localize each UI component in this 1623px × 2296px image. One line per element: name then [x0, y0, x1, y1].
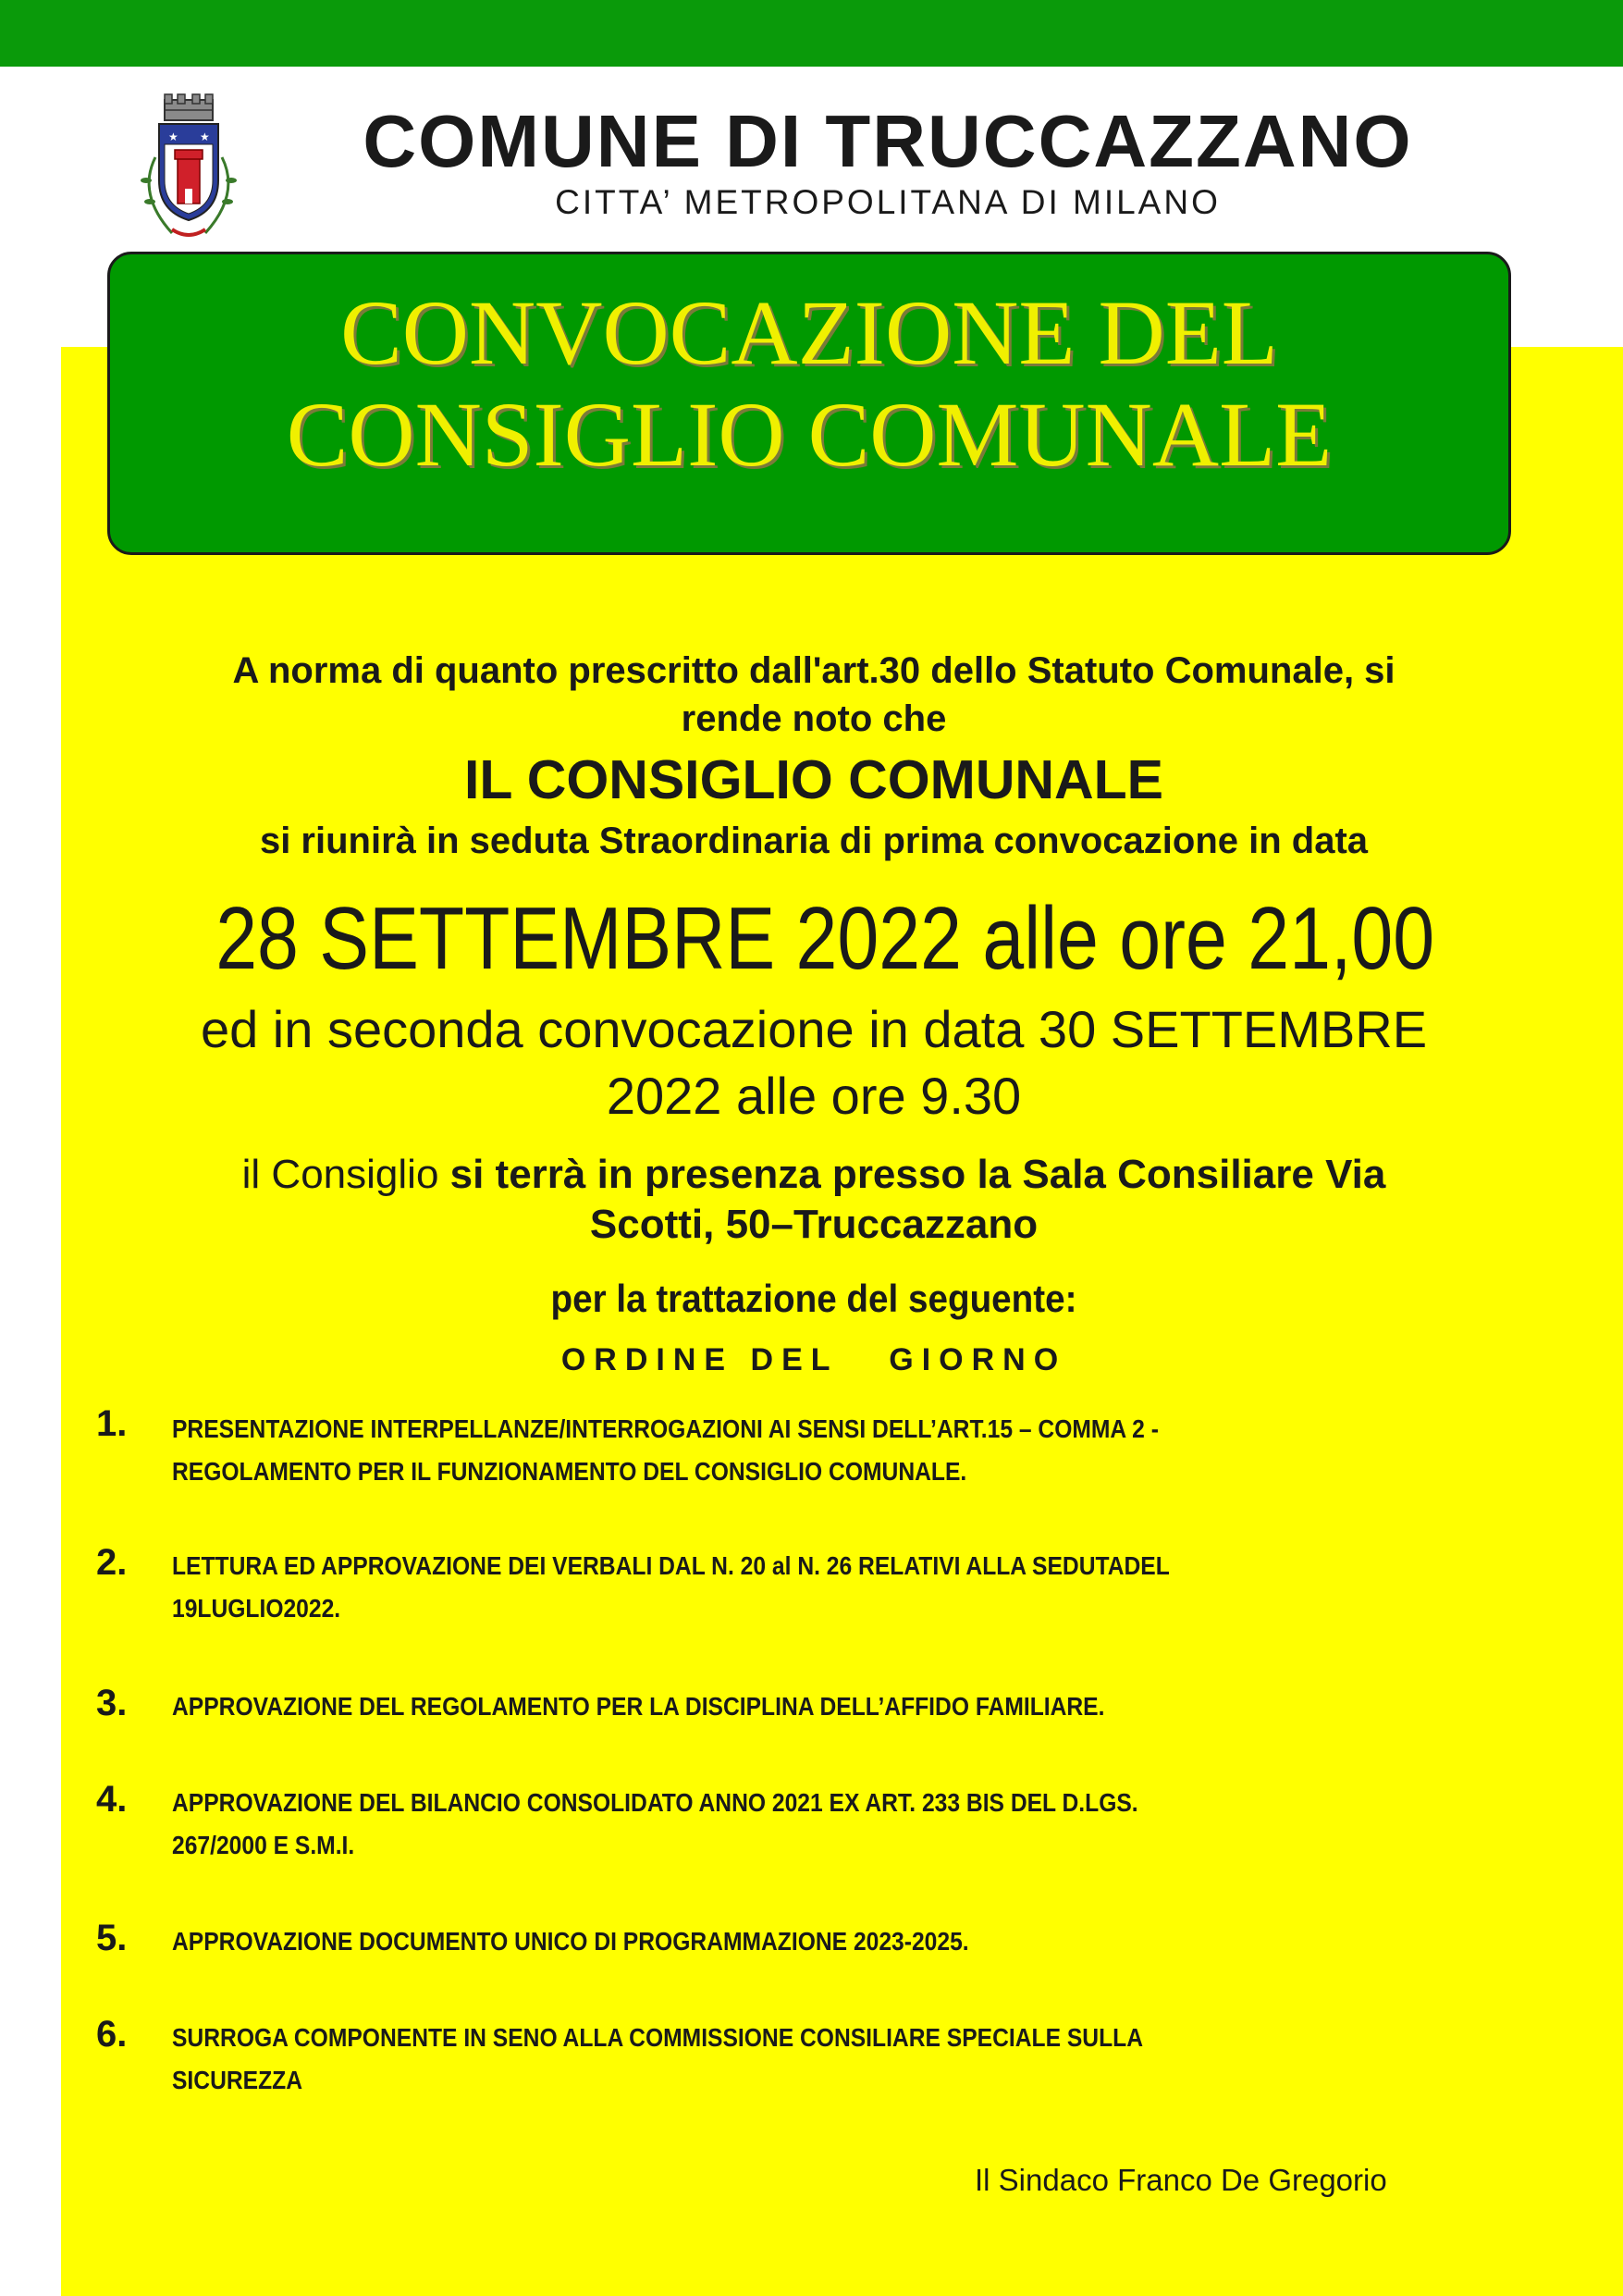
banner-line-2: CONSIGLIO COMUNALE	[286, 383, 1333, 486]
agenda-item-line: APPROVAZIONE DEL REGOLAMENTO PER LA DISCIPLINA DELL’AFFIDO FAMILIARE.	[172, 1692, 1105, 1721]
venue-line-2: Scotti, 50–Truccazzano	[589, 1202, 1039, 1247]
top-green-bar	[0, 0, 1623, 67]
venue-prefix: il Consiglio	[241, 1152, 450, 1197]
svg-text:★: ★	[200, 130, 210, 143]
agenda-item-number: 3.	[96, 1683, 128, 1723]
banner-line-1: CONVOCAZIONE DEL	[340, 281, 1278, 384]
agenda-item-text	[172, 1782, 1311, 1867]
agenda-item-line: 19LUGLIO2022.	[172, 1594, 341, 1623]
agenda-item-line: REGOLAMENTO PER IL FUNZIONAMENTO DEL CONSIGLIO COMUNALE.	[172, 1457, 967, 1486]
municipal-coat-of-arms-icon	[128, 93, 250, 241]
council-heading: IL CONSIGLIO COMUNALE	[463, 749, 1164, 810]
agenda-item-line: 267/2000 E S.M.I.	[172, 1831, 355, 1859]
intro-line-1: A norma di quanto prescritto dall'art.30 dello Statuto Comunale, si	[232, 650, 1396, 691]
agenda-item-line: SICUREZZA	[172, 2066, 303, 2094]
agenda-item-text	[172, 1685, 1311, 1728]
agenda-heading: ORDINE DEL GIORNO	[560, 1342, 1067, 1377]
treatment-line: per la trattazione del seguente:	[550, 1277, 1077, 1320]
convocation-banner	[107, 252, 1511, 555]
agenda-item-line: SURROGA COMPONENTE IN SENO ALLA COMMISSIONE CONSILIARE SPECIALE SULLA	[172, 2023, 1143, 2052]
venue-line-1	[102, 1151, 1526, 1199]
agenda-item-line: APPROVAZIONE DEL BILANCIO CONSOLIDATO ANNO 2021 EX ART. 233 BIS DEL D.LGS.	[172, 1788, 1138, 1817]
agenda-item-number: 5.	[96, 1918, 128, 1958]
agenda-item-text	[172, 2017, 1311, 2102]
agenda-item-text	[172, 1545, 1311, 1630]
agenda-item-number: 4.	[96, 1779, 128, 1820]
municipality-subtitle: CITTA’ METROPOLITANA DI MILANO	[555, 183, 1221, 221]
agenda-item-line: APPROVAZIONE DOCUMENTO UNICO DI PROGRAMMAZIONE 2023-2025.	[172, 1927, 969, 1956]
agenda-item-number: 1.	[96, 1403, 128, 1444]
agenda-item-text	[172, 1408, 1311, 1493]
municipality-title: COMUNE DI TRUCCAZZANO	[363, 100, 1413, 182]
agenda-item-line: LETTURA ED APPROVAZIONE DEI VERBALI DAL N. 20 al N. 26 RELATIVI ALLA SEDUTADEL	[172, 1551, 1170, 1580]
venue-bold-1: si terrà in presenza presso la Sala Consiliare Via	[449, 1152, 1386, 1197]
agenda-item-number: 6.	[96, 2014, 128, 2055]
agenda-item-text	[172, 1920, 1311, 1963]
first-convocation-date: 28 SETTEMBRE 2022 alle ore 21,00	[215, 889, 1435, 988]
intro-line-2: rende noto che	[681, 698, 947, 739]
svg-text:★: ★	[168, 130, 178, 143]
session-line: si riunirà in seduta Straordinaria di prima convocazione in data	[259, 821, 1369, 861]
mayor-signature: Il Sindaco Franco De Gregorio	[975, 2163, 1387, 2197]
second-convocation-line-2: 2022 alle ore 9.30	[606, 1067, 1022, 1125]
agenda-item-line: PRESENTAZIONE INTERPELLANZE/INTERROGAZIONI AI SENSI DELL’ART.15 – COMMA 2 -	[172, 1414, 1159, 1443]
second-convocation-line-1: ed in seconda convocazione in data 30 SETTEMBRE	[200, 1000, 1428, 1058]
agenda-item-number: 2.	[96, 1542, 128, 1583]
